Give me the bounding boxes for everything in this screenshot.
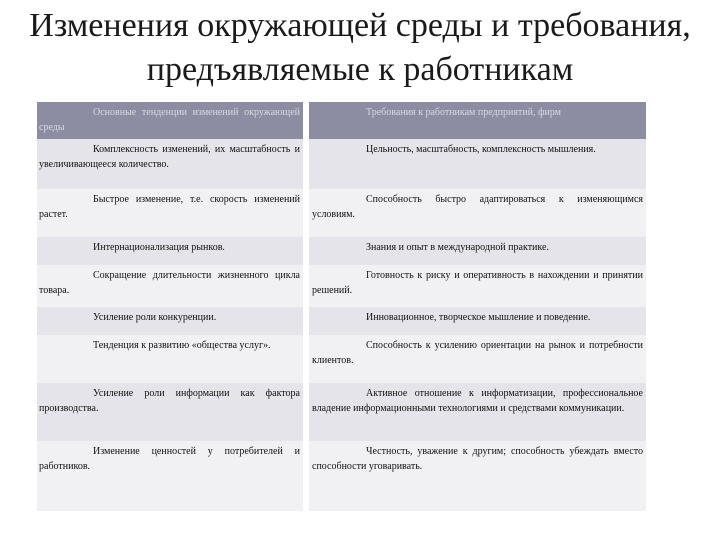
table-row: [37, 441, 649, 511]
table-row: [37, 265, 649, 307]
table-cell: Знания и опыт в международной практике.: [306, 237, 649, 265]
table-header-row: [37, 102, 649, 139]
table-cell: Активное отношение к информатизации, профессиональное владение информационными технологиями и средствами коммуникации.: [306, 383, 649, 441]
table-row: [37, 139, 649, 189]
table-row: [37, 335, 649, 383]
table-cell: Готовность к риску и оперативность в нахождении и принятии решений.: [306, 265, 649, 307]
table-cell: Комплексность изменений, их масштабность и увеличивающееся количество.: [37, 139, 306, 189]
table-header-cell: Требования к работникам предприятий, фирм: [306, 102, 649, 139]
table-row: [37, 237, 649, 265]
table-cell: Способность быстро адаптироваться к изменяющимся условиям.: [306, 189, 649, 237]
table-cell: Быстрое изменение, т.е. скорость изменений растет.: [37, 189, 306, 237]
table-header-cell: Основные тенденции изменений окружающей среды: [37, 102, 306, 139]
table-cell: Инновационное, творческое мышление и поведение.: [306, 307, 649, 335]
table-row: [37, 307, 649, 335]
table-cell: Изменение ценностей у потребителей и работников.: [37, 441, 306, 511]
table-cell: Способность к усилению ориентации на рынок и потребности клиентов.: [306, 335, 649, 383]
slide-title-line-2: предъявляемые к работникам: [146, 51, 574, 88]
table-cell: Усиление роли информации как фактора производства.: [37, 383, 306, 441]
table-row: [37, 189, 649, 237]
slide-title-line-1: Изменения окружающей среды и требования,: [29, 7, 691, 44]
table-cell: Честность, уважение к другим; способность убеждать вместо способности уговаривать.: [306, 441, 649, 511]
table-cell: Усиление роли конкуренции.: [37, 307, 306, 335]
table-cell: Тенденция к развитию «общества услуг».: [37, 335, 306, 383]
table-cell: Цельность, масштабность, комплексность мышления.: [306, 139, 649, 189]
slide-title: [0, 4, 720, 92]
table-row: [37, 383, 649, 441]
table-cell: Сокращение длительности жизненного цикла товара.: [37, 265, 306, 307]
table-cell: Интернационализация рынков.: [37, 237, 306, 265]
requirements-table: [37, 102, 652, 511]
